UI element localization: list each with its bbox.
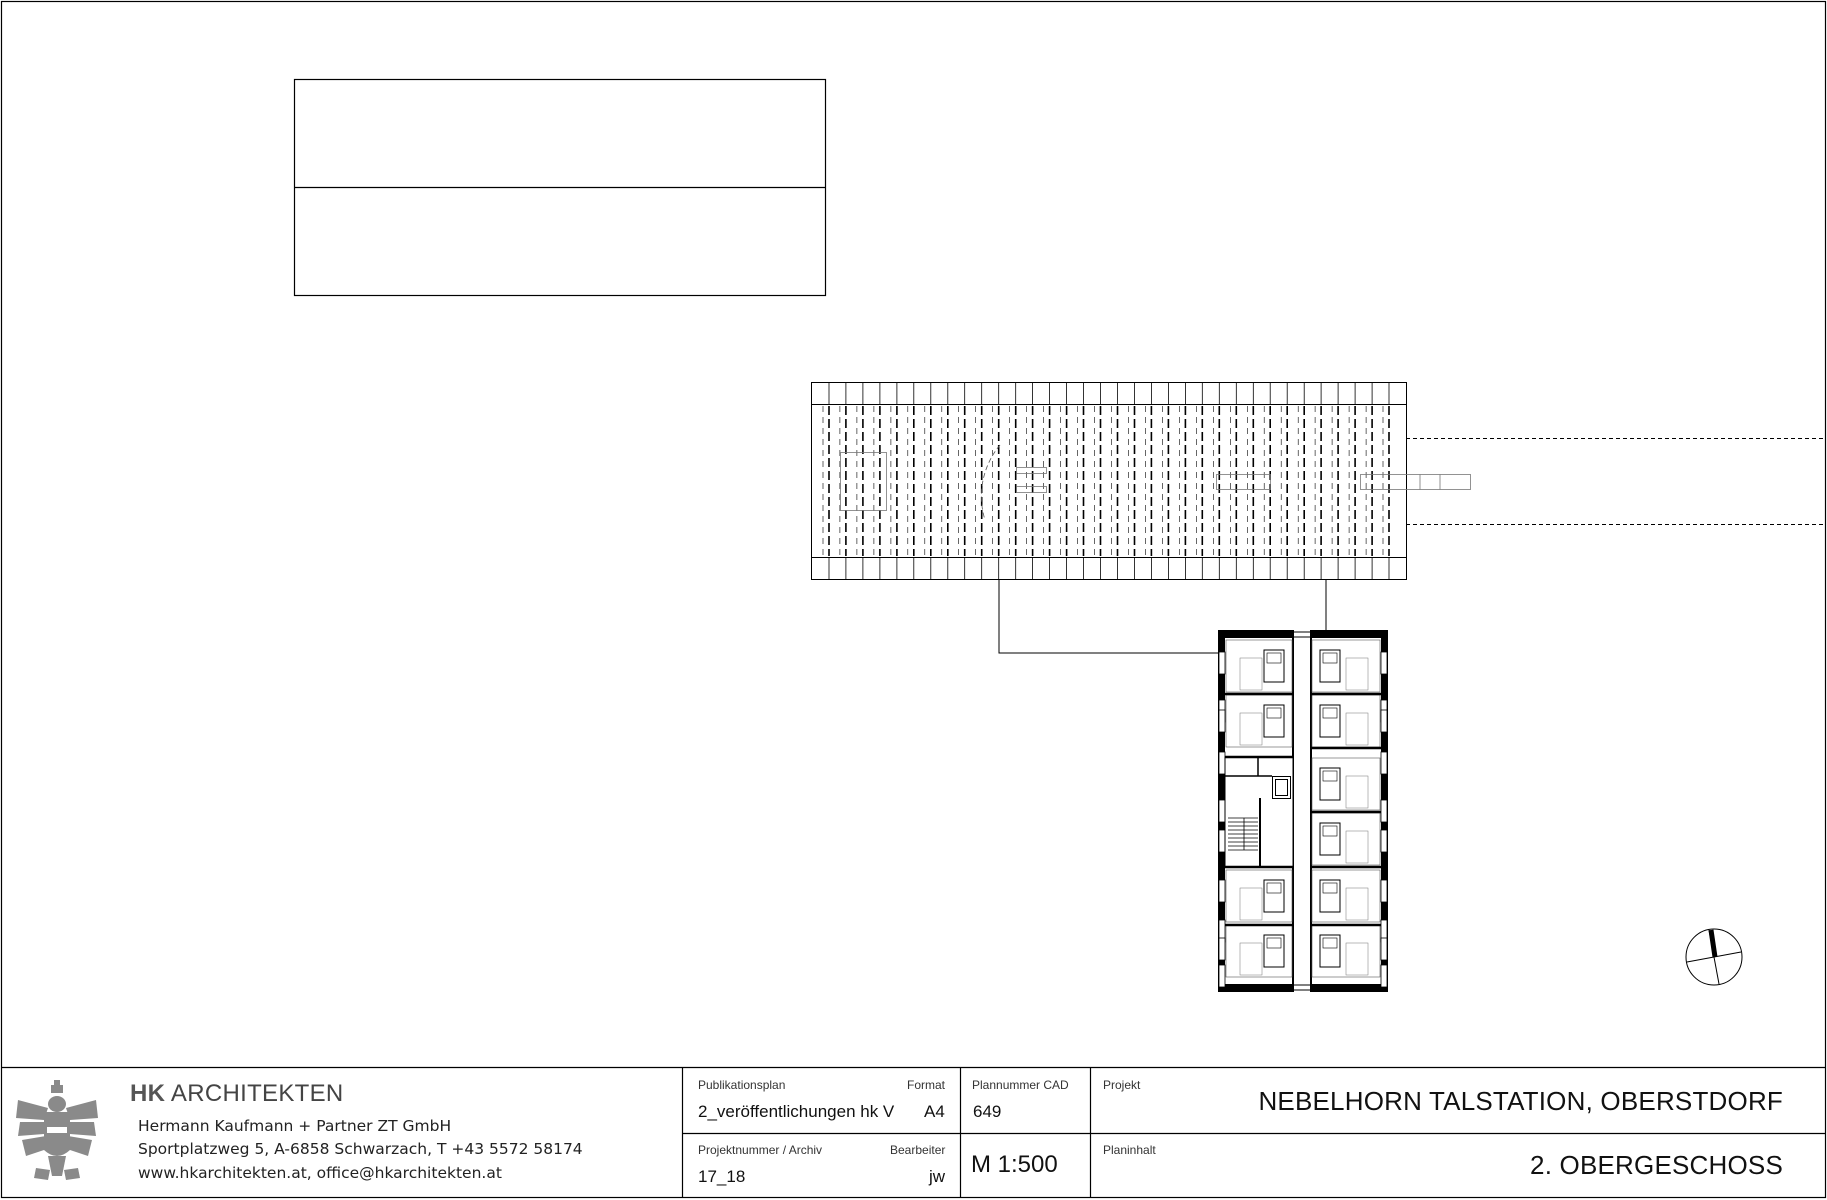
projekt-label: Projekt [1103, 1078, 1141, 1092]
plannummer-value: 649 [973, 1102, 1002, 1121]
north-arrow-icon [1686, 929, 1742, 985]
plannummer-label: Plannummer CAD [972, 1078, 1069, 1092]
format-value: A4 [924, 1102, 945, 1121]
scale-value: M 1:500 [971, 1151, 1058, 1178]
austrian-eagle-coat-of-arms-icon [16, 1080, 98, 1180]
station-roof-plan [812, 383, 1826, 654]
projekt-value: NEBELHORN TALSTATION, OBERSTDORF [1258, 1086, 1783, 1116]
brand-mark: HK [130, 1080, 166, 1107]
bearbeiter-value: jw [929, 1167, 946, 1186]
publikationsplan-value: 2_veröffentlichungen hk V [698, 1102, 895, 1121]
firm-web: www.hkarchitekten.at, office@hkarchitekten.at [138, 1164, 502, 1182]
floor-plan-2og [1218, 630, 1388, 992]
format-label: Format [907, 1078, 946, 1092]
firm-address: Sportplatzweg 5, A-6858 Schwarzach, T +43 5572 58174 [138, 1140, 583, 1158]
brand-name: ARCHITEKTEN [170, 1080, 344, 1107]
projektnummer-value: 17_18 [698, 1167, 746, 1186]
brand-logo [130, 1080, 344, 1108]
firm-name: Hermann Kaufmann + Partner ZT GmbH [138, 1117, 452, 1135]
planinhalt-value: 2. OBERGESCHOSS [1530, 1150, 1783, 1180]
planinhalt-label: Planinhalt [1103, 1143, 1156, 1157]
legend-box [295, 80, 826, 296]
projektnummer-label: Projektnummer / Archiv [698, 1143, 823, 1157]
bearbeiter-label: Bearbeiter [890, 1143, 946, 1157]
publikationsplan-label: Publikationsplan [698, 1078, 786, 1092]
